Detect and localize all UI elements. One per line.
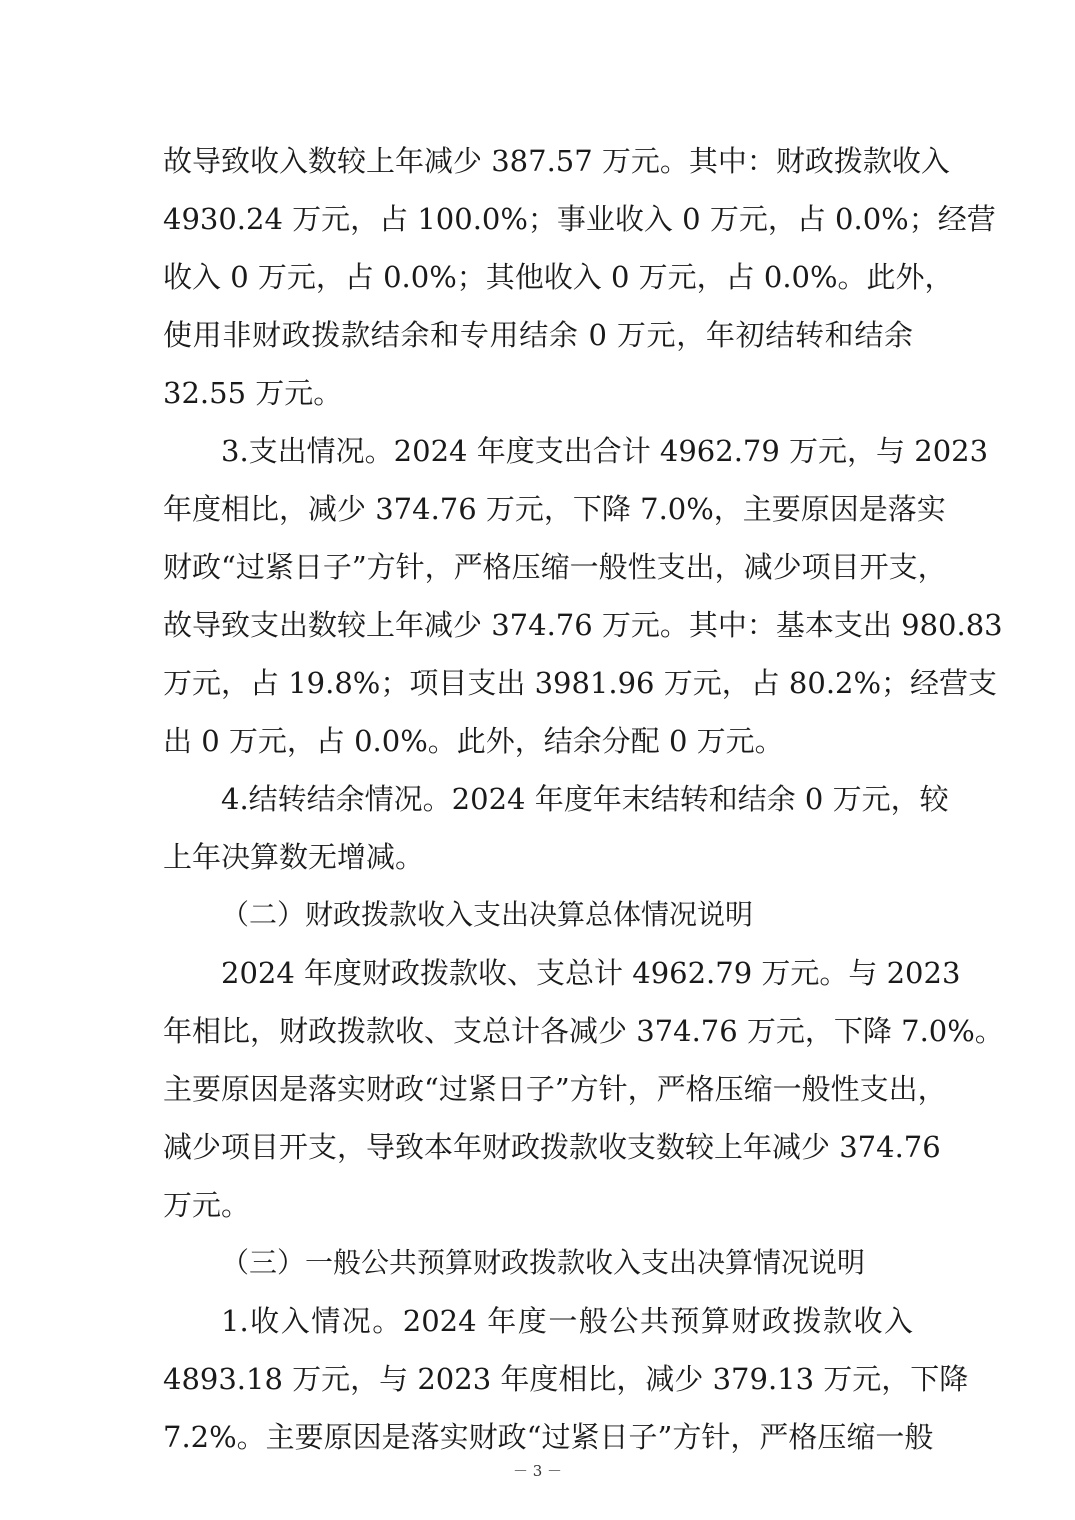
paragraph-line: 4930.24 万元，占 100.0%；事业收入 0 万元，占 0.0%；经营 bbox=[163, 202, 996, 236]
paragraph-line: 万元。 bbox=[163, 1188, 251, 1222]
paragraph-line: 4.结转结余情况。2024 年度年末结转和结余 0 万元，较 bbox=[221, 782, 949, 816]
paragraph-line: 4893.18 万元，与 2023 年度相比，减少 379.13 万元，下降 bbox=[163, 1362, 969, 1396]
paragraph-line: 故导致支出数较上年减少 374.76 万元。其中：基本支出 980.83 bbox=[163, 608, 1003, 642]
paragraph-line: 年相比，财政拨款收、支总计各减少 374.76 万元，下降 7.0%。 bbox=[163, 1014, 1004, 1048]
paragraph-line: 故导致收入数较上年减少 387.57 万元。其中：财政拨款收入 bbox=[163, 144, 950, 178]
paragraph-line: 财政“过紧日子”方针，严格压缩一般性支出，减少项目开支， bbox=[163, 550, 947, 584]
paragraph-line: 主要原因是落实财政“过紧日子”方针，严格压缩一般性支出， bbox=[163, 1072, 947, 1106]
paragraph-line: 年度相比，减少 374.76 万元，下降 7.0%，主要原因是落实 bbox=[163, 492, 946, 526]
section-heading: （二）财政拨款收入支出决算总体情况说明 bbox=[221, 898, 754, 931]
page-number: － 3 － bbox=[512, 1462, 563, 1480]
document-body bbox=[163, 132, 1004, 1466]
paragraph-line: 32.55 万元。 bbox=[163, 376, 343, 410]
paragraph-line: 收入 0 万元，占 0.0%；其他收入 0 万元，占 0.0%。此外， bbox=[163, 260, 954, 294]
paragraph-line: 减少项目开支，导致本年财政拨款收支数较上年减少 374.76 bbox=[163, 1130, 941, 1164]
paragraph-line: 上年决算数无增减。 bbox=[163, 840, 425, 874]
paragraph-line: 1.收入情况。2024 年度一般公共预算财政拨款收入 bbox=[221, 1304, 913, 1338]
paragraph-line: 出 0 万元，占 0.0%。此外，结余分配 0 万元。 bbox=[163, 724, 784, 758]
paragraph-line: 3.支出情况。2024 年度支出合计 4962.79 万元，与 2023 bbox=[221, 434, 989, 468]
section-heading: （三）一般公共预算财政拨款收入支出决算情况说明 bbox=[221, 1246, 866, 1279]
paragraph-line: 万元，占 19.8%；项目支出 3981.96 万元，占 80.2%；经营支 bbox=[163, 666, 998, 700]
paragraph-line: 7.2%。主要原因是落实财政“过紧日子”方针，严格压缩一般 bbox=[163, 1420, 934, 1454]
paragraph-line: 使用非财政拨款结余和专用结余 0 万元，年初结转和结余 bbox=[163, 318, 913, 352]
paragraph-line: 2024 年度财政拨款收、支总计 4962.79 万元。与 2023 bbox=[221, 956, 961, 990]
